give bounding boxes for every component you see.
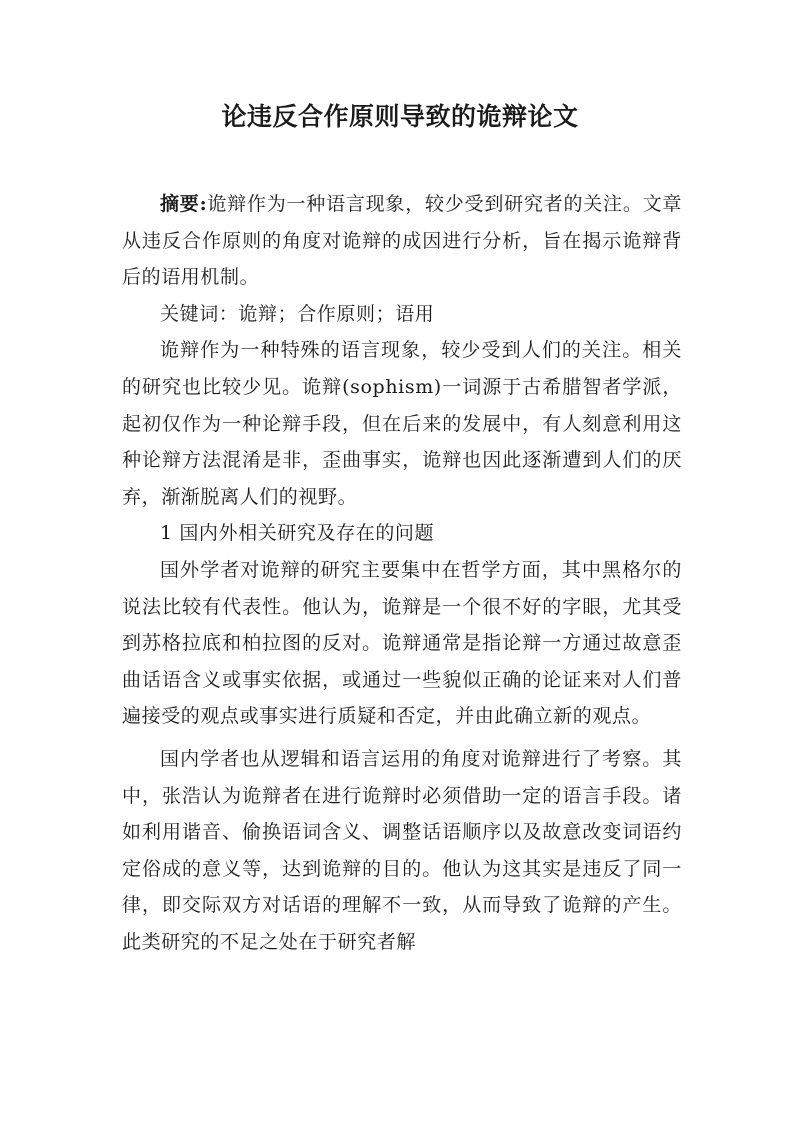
paragraph-domestic-research: 国内学者也从逻辑和语言运用的角度对诡辩进行了考察。其中，张浩认为诡辩者在进行诡辩时必须借助一定的语言手段。诸如利用谐音、偷换语词含义、调整话语顺序以及故意改变词语约定俗成的意义等，达到诡辩的目的。他认为这其实是违反了同一律，即交际双方对话语的理解不一致，从而导致了诡辩的产生。此类研究的不足之处在于研究者解	[122, 747, 682, 953]
abstract-text: 诡辩作为一种语言现象，较少受到研究者的关注。文章从违反合作原则的角度对诡辩的成因进行分析，旨在揭示诡辩背后的语用机制。	[122, 193, 682, 289]
abstract-label: 摘要:	[160, 193, 208, 215]
document-title: 论违反合作原则导致的诡辩论文	[221, 102, 579, 131]
paragraph-intro: 诡辩作为一种特殊的语言现象，较少受到人们的关注。相关的研究也比较少见。诡辩(sophism)一词源于古希腊智者学派，起初仅作为一种论辩手段，但在后来的发展中，有人刻意利用这种论辩方法混淆是非，歪曲事实，诡辩也因此逐渐遭到人们的厌弃，渐渐脱离人们的视野。	[122, 339, 682, 508]
keywords-line: 关键词：诡辩；合作原则；语用	[160, 302, 435, 325]
paragraph-foreign-research: 国外学者对诡辩的研究主要集中在哲学方面，其中黑格尔的说法比较有代表性。他认为，诡辩是一个很不好的字眼，尤其受到苏格拉底和柏拉图的反对。诡辩通常是指论辩一方通过故意歪曲话语含义或事实依据，或通过一些貌似正确的论证来对人们普遍接受的观点或事实进行质疑和否定，并由此确立新的观点。	[122, 558, 682, 728]
abstract-paragraph	[122, 186, 682, 296]
section-heading: 1 国内外相关研究及存在的问题	[160, 522, 435, 545]
document-body	[122, 186, 682, 960]
